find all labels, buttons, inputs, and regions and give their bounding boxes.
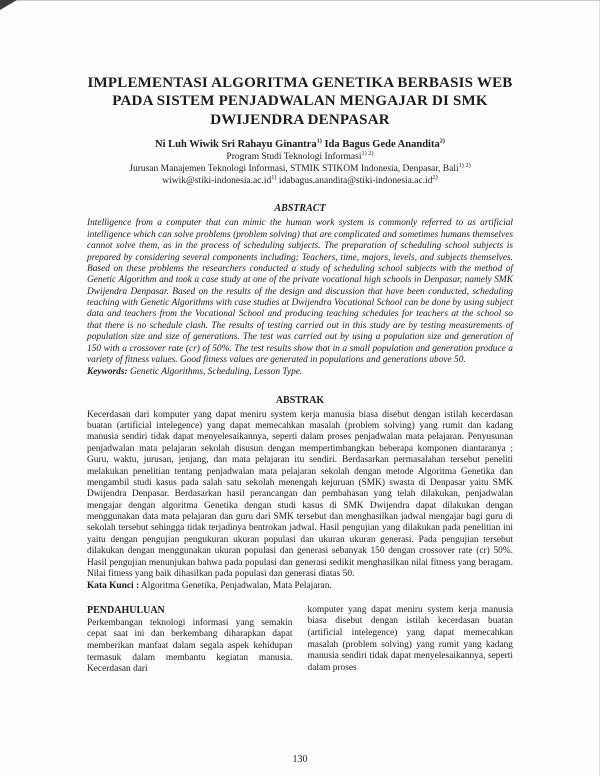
email-author-1-mark: 1) [271,174,277,182]
author-2-name: Ida Bagus Gede Anandita [324,138,440,150]
abstract-id-body: Kecerdasan dari komputer yang dapat meniru system kerja manusia biasa disebut dengan istilah kecerdasan buatan (artificial intelegence) yang dapat memecahkan masalah (problem solving) yang rumit dan kadang manusia sendiri tidak dapat menyelesaikannya, seperti dalam proses penjadwalan mata pelajaran. Penyusunan penjadwalan mata pelajaran sekolah disusun dengan mempertimbangkan beberapa komponen diantaranya ; Guru, waktu, jurusan, jenjang, dan mata pelajaran itu sendiri. Berdasarkan permasalahan tersebut peneliti melakukan penelitian tentang penjadwalan mata pelajaran sekolah dengan metode Algoritma Genetika dan mengambil studi kasus pada salah satu sekolah menengah kejuruan (SMK) swasta di Denpasar yaitu SMK Dwijendra Denpasar. Berdasarkan hasil perancangan dan pembahasan yang telah dilakukan, penjadwalan mengajar dengan algoritma Genetika dengan studi kasus di SMK Dwijendra dapat dilakukan dengan menggunakan data mata pelajaran dan guru dari SMK tersebut dan menghasilkan jadwal mengajar bagi guru di sekolah tersebut sehingga tidak terjadinya bentrokan jadwal. Hasil pengujian yang dilakukan pada penelitian ini yaitu dengan pengujian pengukuran ukuran populasi dan ukuran ukuran generasi. Pada pengujian tersebut dilakukan dengan menggunakan ukuran populasi dan generasi sebanyak 150 dengan crossover rate (cr) 50%. Hasil pengujian menunjukan bahwa pada populasi dan generasi sedikit menghasilkan nilai fitness yang beragam. Nilai fitness yang baik dihasilkan pada populasi dan generasi diatas 50. [87,409,513,579]
author-1-affil-mark: 1) [316,137,322,145]
author-emails-line [87,175,513,187]
author-2-affil-mark: 2) [439,137,445,145]
email-author-2: idabagus.anandita@stiki-indonesia.ac.id [278,176,433,187]
email-author-2-mark: 2) [432,174,438,182]
section-heading-pendahuluan: PENDAHULUAN [87,604,165,616]
scan-corner-artifact [0,0,17,10]
affiliation-institution-text: Jurusan Manajemen Teknologi Informasi, STMIK STIKOM Indonesia, Denpasar, Bali [129,164,459,175]
keywords-id-text: Algoritma Genetika, Penjadwalan, Mata Pelajaran. [139,581,332,592]
authors-line [87,138,513,151]
affiliation-program-text: Program Studi Teknologi Informasi [226,152,362,163]
keywords-en-line [87,367,513,378]
abstract-en-heading: ABSTRACT [274,203,326,215]
affiliation-institution-mark: 1) 2) [458,162,471,170]
two-column-body [87,605,513,676]
keywords-id-line [87,581,513,592]
keywords-id-label: Kata Kunci : [87,581,140,592]
right-column [308,605,514,676]
intro-paragraph-right: komputer yang dapat meniru system kerja manusia biasa disebut dengan istilah kecerdasan buatan (artificial intelegence) yang dapat memecahkan masalah (problem solving) yang rumit yang kadang manusia sendiri tidak dapat menyelesaikannya, seperti dalam proses [307,604,513,674]
author-1-name: Ni Luh Wiwik Sri Rahayu Ginantra [155,138,317,150]
page-number: 130 [292,754,308,765]
paper-title: IMPLEMENTASI ALGORITMA GENETIKA BERBASIS WEB PADA SISTEM PENJADWALAN MENGAJAR DI SMK DWIJENDRA DENPASAR [87,75,513,128]
affiliation-institution-line [87,163,513,175]
email-author-1: wiwik@stiki-indonesia.ac.id [162,176,272,187]
keywords-en-text: Genetic Algorithms, Scheduling, Lesson Type. [127,367,303,378]
left-column [87,605,293,676]
affiliation-program-mark: 1) 2) [361,149,374,157]
affiliation-program-line [87,151,513,163]
abstract-id-heading: ABSTRAK [275,394,325,406]
intro-paragraph-left: Perkembangan teknologi informasi yang semakin cepat saat ini dan berkembang diharapkan dapat memberikan manfaat dalam segala aspek kehidupan termasuk dalam membantu kegiatan manusia. Kecerdasan dari [87,617,293,675]
abstract-en-body: Intelligence from a computer that can mimic the human work system is commonly referred to as artificial intelligence which can solve problems (problem solving) that are complicated and sometimes humans themselves cannot solve them, as in the process of scheduling subjects. The preparation of scheduling school subjects is prepared by considering several components including; Teachers, time, majors, levels, and subjects themselves. Based on these problems the researchers conducted a study of scheduling school subjects with the method of Genetic Algorithm and took a case study at one of the private vocational high schools in Denpasar, namely SMK Dwijendra Denpasar. Based on the results of the design and discussion that have been conducted, scheduling teaching with Genetic Algorithms with case studies at Dwijendra Vocational School can be done by using subject data and teachers from the Vocational School and producing teaching schedules for teachers at the school so that there is no schedule clash. The results of testing carried out in this study are by testing measurements of population size and size of generations. The test was carried out by using a population size and generation of 150 with a crossover rate (cr) of 50%. The test results show that in a small population and generation produce a variety of fitness values. Good fitness values are generated in populations and generations above 50. [87,218,513,365]
keywords-en-label: Keywords: [87,367,128,378]
